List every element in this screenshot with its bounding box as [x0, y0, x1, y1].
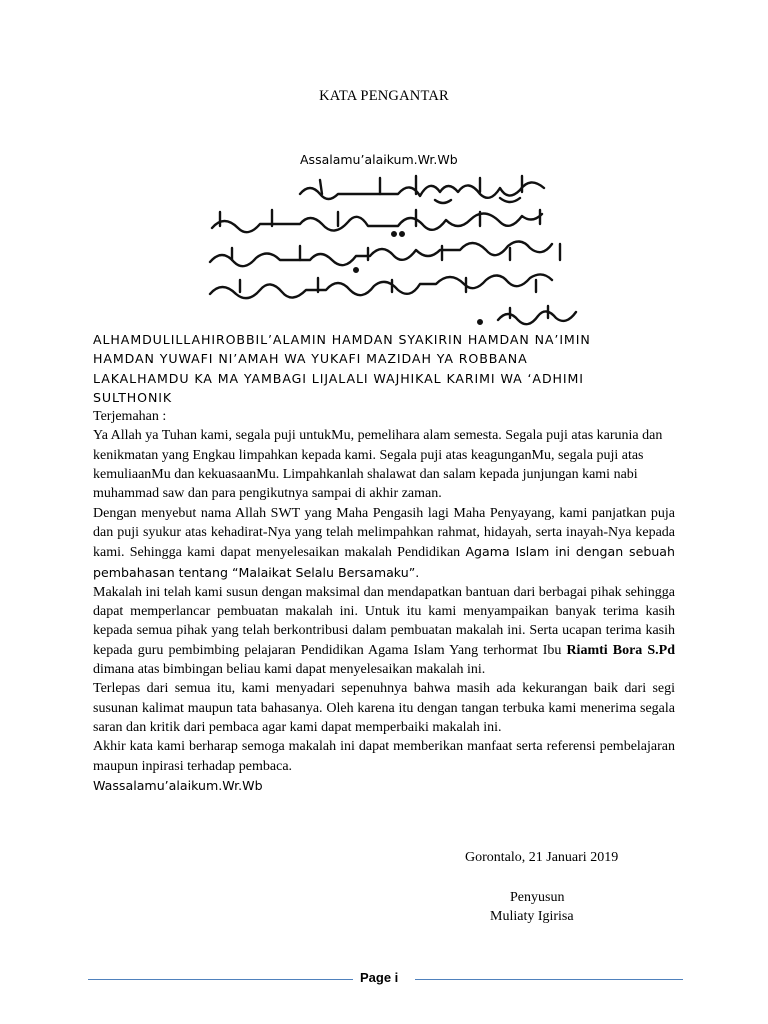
teacher-name: Riamti Bora S.Pd [566, 642, 675, 658]
translation-paragraph: Ya Allah ya Tuhan kami, segala puji untukMu, pemelihara alam semesta. Segala puji atas karunia dan kenikmatan yang Engkau limpahkan kepada kami. Segala puji atas keagunganMu, segala puji atas kemuliaanMu dan kekuasaanMu. Limpahkanlah shalawat dan salam kepada junjungan kami nabi muhammad saw dan para pengikutnya sampai di akhir zaman. [93, 428, 663, 502]
thanks-text-after: dimana atas bimbingan beliau kami dapat menyelesaikan makalah ini. [93, 662, 486, 678]
intro-paragraph-topic-line: Agama Islam ini dengan sebuah pembahasan tentang “Malaikat Selalu Bersamaku”. [93, 544, 675, 580]
document-body [93, 330, 675, 795]
closing-greeting: Wassalamu’alaikum.Wr.Wb [93, 777, 263, 793]
transliteration-line: LAKALHAMDU KA MA YAMBAGI LIJALALI WAJHIKAL KARIMI WA ‘ADHIMI [93, 370, 584, 386]
transliteration-line: SULTHONIK [93, 389, 173, 405]
footer-rule-left [88, 979, 353, 980]
intro-paragraph [93, 504, 675, 583]
intro-paragraph-text: Dengan menyebut nama Allah SWT yang Maha Pengasih lagi Maha Penyayang, kami panjatkan puja dan puji syukur atas kehadirat-Nya yang telah melimpahkan rahmat, hidayah, serta inayah-Nya kepada kami. Sehingga kami dapat menyelesaikan makalah Pendidikan [93, 505, 675, 561]
translation-label: Terjemahan : [93, 409, 167, 425]
page-number: Page i [360, 970, 399, 985]
transliteration-line: ALHAMDULILLAHIROBBIL’ALAMIN HAMDAN SYAKIRIN HAMDAN NA’IMIN [93, 332, 591, 347]
thanks-paragraph [93, 583, 675, 679]
page-title: KATA PENGANTAR [319, 88, 449, 104]
transliteration-line: HAMDAN YUWAFI NI’AMAH WA YUKAFI MAZIDAH YA ROBBANA [93, 351, 528, 367]
closing-paragraph: Akhir kata kami berharap semoga makalah ini dapat memberikan manfaat serta referensi pembelajaran maupun inpirasi terhadap pembaca. [93, 739, 675, 774]
signature-place-date: Gorontalo, 21 Januari 2019 [465, 850, 619, 865]
opening-greeting: Assalamu’alaikum.Wr.Wb [300, 152, 458, 167]
acknowledgement-paragraph: Terlepas dari semua itu, kami menyadari sepenuhnya bahwa masih ada kekurangan baik dari segi susunan kalimat maupun tata bahasanya. Oleh karena itu dengan tangan terbuka kami menerima segala saran dan kritik dari pembaca agar kami dapat memperbaiki makalah ini. [93, 681, 675, 735]
arabic-calligraphy-image [180, 170, 590, 330]
footer-rule-right [415, 979, 683, 980]
signature-name: Muliaty Igirisa [490, 909, 574, 924]
signature-role: Penyusun [510, 890, 565, 905]
thanks-text-before: Makalah ini telah kami susun dengan maksimal dan mendapatkan bantuan dari berbagai pihak sehingga dapat memperlancar pembuatan makalah ini. Untuk itu kami menyampaikan banyak terima kasih kepada semua pihak yang telah berkontribusi dalam pembuatan makalah ini. Serta ucapan terima kasih kepada guru pembimbing pelajaran Pendidikan Agama Islam Yang terhormat Ibu [93, 584, 675, 658]
